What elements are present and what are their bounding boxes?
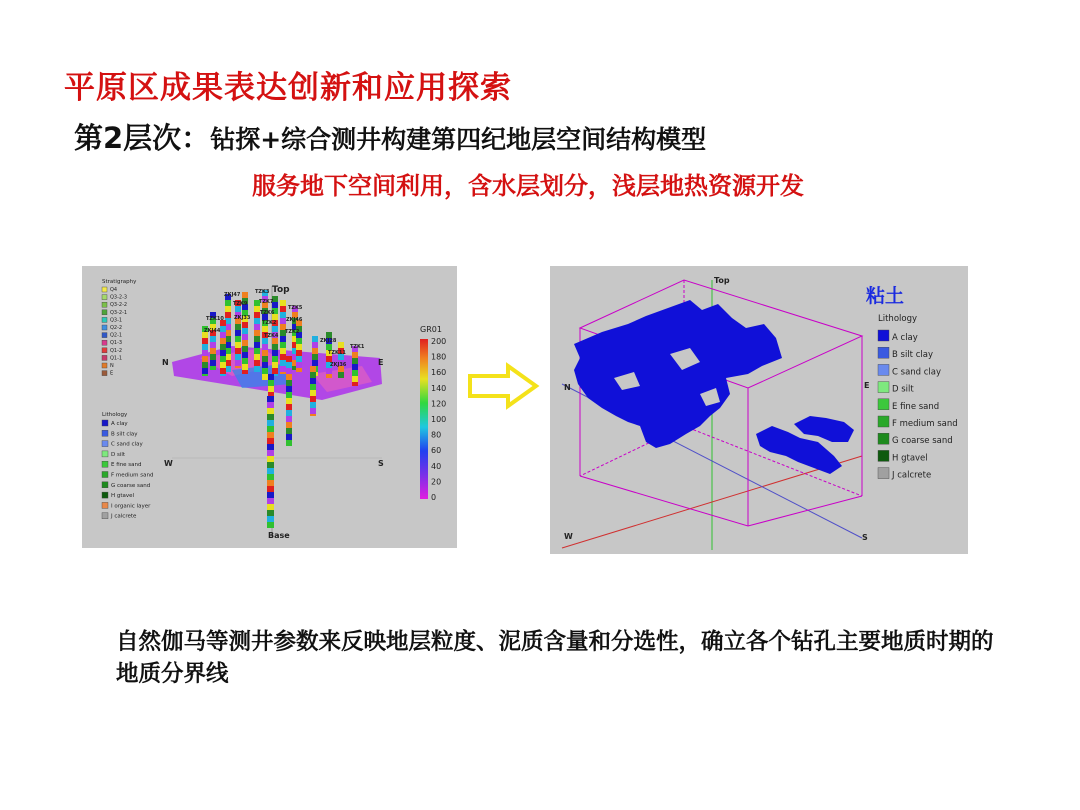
well-column-segment — [262, 368, 268, 374]
stratigraphy-item-swatch — [102, 348, 107, 353]
stratigraphy-item-label: Q1-3 — [110, 340, 123, 347]
well-column-segment — [312, 348, 318, 354]
well-label: TZK11 — [328, 350, 346, 356]
well-column-segment — [267, 396, 274, 402]
well-column-segment — [286, 422, 292, 428]
well-column-segment — [267, 426, 274, 432]
lithology-item-swatch — [878, 364, 889, 375]
well-column-segment — [286, 368, 292, 374]
well-column-segment — [286, 404, 292, 410]
well-column-segment — [235, 366, 241, 368]
well-column-segment — [267, 504, 274, 510]
lithology-item-label: G coarse sand — [111, 482, 151, 489]
well-column-segment — [235, 342, 241, 348]
well-column-segment — [280, 306, 286, 312]
lithology-item-swatch — [878, 382, 889, 393]
well-column-segment — [280, 354, 286, 360]
well-column-segment — [286, 392, 292, 398]
well-column-segment — [286, 434, 292, 440]
well-column-segment — [267, 420, 274, 426]
well-column-segment — [242, 334, 248, 340]
right-arrow-icon — [466, 362, 542, 410]
well-column-segment — [326, 368, 332, 374]
dir-base: Base — [268, 531, 290, 540]
stratigraphy-item-label: Q3-2-2 — [110, 302, 128, 309]
well-column-segment — [286, 356, 292, 362]
well-column-segment — [267, 408, 274, 414]
well-column-segment — [312, 342, 318, 348]
lithology-item-swatch — [102, 451, 108, 457]
well-column-segment — [225, 312, 231, 318]
stratigraphy-item-label: Q1-1 — [110, 355, 123, 362]
well-column-segment — [268, 386, 274, 392]
lithology-item-label: J calcrete — [111, 513, 137, 520]
lithology-item-label: D silt — [111, 451, 126, 458]
borehole-3d-svg — [82, 266, 457, 548]
lithology-item-swatch — [878, 468, 889, 479]
lithology-item-swatch — [102, 472, 108, 478]
well-column-segment — [267, 480, 274, 486]
lithology-item-label: B silt clay — [111, 431, 138, 438]
stratigraphy-item-label: Q1-2 — [110, 347, 123, 354]
stratigraphy-item-label: Q3-2-3 — [110, 294, 128, 301]
stratigraphy-item-swatch — [102, 371, 107, 376]
well-column-segment — [280, 348, 286, 354]
dir-top: Top — [272, 285, 290, 295]
dir-e: E — [864, 381, 870, 390]
well-column-segment — [280, 360, 286, 366]
lithology-item-swatch — [102, 513, 108, 519]
well-column-segment — [262, 326, 268, 332]
well-column-segment — [268, 380, 274, 386]
well-column-segment — [254, 360, 260, 366]
well-label: ZKJ33 — [234, 315, 251, 321]
well-column-segment — [272, 350, 278, 356]
well-label: ZKJ47 — [224, 292, 241, 298]
well-column-segment — [272, 356, 278, 362]
dir-top: Top — [714, 276, 730, 285]
well-column-segment — [352, 370, 358, 376]
lithology-item-label: F medium sand — [111, 472, 154, 479]
lithology-item-label: C sand clay — [111, 441, 143, 448]
lithology-item-swatch — [102, 502, 108, 508]
stratigraphy-item-swatch — [102, 295, 107, 300]
well-column-segment — [352, 358, 358, 364]
well-column-segment — [296, 356, 302, 362]
well-column-segment — [220, 374, 226, 376]
well-column-segment — [254, 366, 260, 372]
well-column-segment — [220, 326, 226, 332]
well-column-segment — [310, 408, 316, 414]
well-column-segment — [280, 342, 286, 348]
well-column-segment — [202, 344, 208, 350]
well-label: ZKJ28 — [320, 338, 337, 344]
well-column-segment — [310, 378, 316, 384]
colorbar-title: GR01 — [420, 325, 442, 334]
well-column-segment — [280, 372, 286, 374]
well-column-segment — [267, 510, 274, 516]
well-column-segment — [267, 432, 274, 438]
well-column-segment — [312, 360, 318, 366]
well-column-segment — [235, 360, 241, 366]
stratigraphy-legend-title: Stratigraphy — [102, 279, 137, 285]
well-column-segment — [280, 300, 286, 306]
well-columns — [202, 290, 358, 528]
well-column-segment — [352, 376, 358, 382]
well-column-segment — [262, 374, 268, 380]
well-label: TZK2 — [285, 329, 300, 335]
well-column-segment — [202, 338, 208, 344]
well-label: TZK10 — [206, 316, 224, 322]
well-column-segment — [296, 368, 302, 372]
lithology-legend — [878, 330, 958, 481]
lithology-item-label: E fine sand — [892, 401, 940, 412]
well-column-segment — [262, 350, 268, 356]
colorbar-tick: 160 — [431, 368, 447, 378]
lithology-item-swatch — [102, 461, 108, 467]
lithology-item-swatch — [878, 347, 889, 358]
well-column-segment — [242, 352, 248, 358]
stratigraphy-item-swatch — [102, 287, 107, 292]
well-column-segment — [310, 414, 316, 416]
dir-s: S — [862, 533, 868, 542]
well-column-segment — [272, 362, 278, 368]
lithology-item-label: I organic layer — [111, 503, 151, 510]
well-column-segment — [267, 474, 274, 480]
borehole-3d-figure — [82, 266, 457, 548]
stratigraphy-item-swatch — [102, 333, 107, 338]
well-column-segment — [242, 292, 248, 298]
lithology-item-swatch — [878, 416, 889, 427]
caption-text: 自然伽马等测井参数来反映地层粒度、泥质含量和分选性，确立各个钻孔主要地质时期的地质分界线 — [116, 629, 994, 687]
lithology-item-swatch — [102, 441, 108, 447]
well-column-segment — [267, 486, 274, 492]
lithology-item-swatch — [878, 450, 889, 461]
well-column-segment — [254, 348, 260, 354]
well-column-segment — [286, 362, 292, 368]
well-column-segment — [267, 438, 274, 444]
stratigraphy-item-label: E — [110, 370, 114, 377]
well-column-segment — [268, 374, 274, 380]
well-column-segment — [267, 516, 274, 522]
stratigraphy-item-swatch — [102, 317, 107, 322]
well-column-segment — [310, 402, 316, 408]
lithology-item-label: B silt clay — [892, 350, 933, 361]
lithology-item-swatch — [878, 433, 889, 444]
well-column-segment — [210, 336, 216, 342]
lithology-item-label: H gtavel — [892, 453, 928, 464]
lithology-item-swatch — [102, 420, 108, 426]
well-column-segment — [254, 342, 260, 348]
well-label: TZK7 — [259, 299, 274, 305]
colorbar-tick: 200 — [431, 337, 447, 346]
well-column-segment — [267, 456, 274, 462]
well-label: TZK5 — [288, 305, 303, 311]
well-label: ZKJ46 — [286, 317, 303, 323]
well-column-segment — [242, 364, 248, 370]
well-column-segment — [242, 340, 248, 346]
colorbar-tick: 60 — [431, 446, 442, 456]
lithology-item-label: D silt — [892, 384, 914, 395]
well-column-segment — [220, 338, 226, 344]
well-column-segment — [210, 360, 216, 366]
well-column-segment — [310, 396, 316, 402]
stratigraphy-item-label: Q2-1 — [110, 332, 123, 339]
well-column-segment — [286, 428, 292, 434]
well-label: TZK9 — [233, 301, 248, 307]
well-column-segment — [267, 468, 274, 474]
well-column-segment — [267, 492, 274, 498]
lithology-item-label: A clay — [111, 421, 128, 427]
well-label: TZK6 — [260, 310, 275, 316]
colorbar-tick: 100 — [431, 415, 447, 424]
well-label: TZK2 — [262, 320, 277, 326]
well-column-segment — [286, 410, 292, 416]
lithology-legend-title: Lithology — [878, 314, 918, 324]
well-column-segment — [286, 398, 292, 404]
well-column-segment — [202, 374, 208, 376]
colorbar-tick: 40 — [431, 461, 442, 471]
clay-3d-svg — [550, 266, 968, 554]
well-column-segment — [210, 354, 216, 360]
well-column-segment — [272, 344, 278, 350]
well-column-segment — [267, 444, 274, 450]
well-column-segment — [352, 382, 358, 386]
well-column-segment — [220, 350, 226, 356]
dir-s: S — [378, 459, 384, 468]
colorbar — [420, 339, 428, 499]
well-column-segment — [296, 338, 302, 344]
dir-e: E — [378, 358, 384, 367]
well-column-segment — [272, 368, 278, 374]
well-column-segment — [352, 364, 358, 370]
stratigraphy-item-swatch — [102, 340, 107, 345]
well-column-segment — [280, 336, 286, 342]
well-column-segment — [296, 362, 302, 368]
lithology-item-label: G coarse sand — [892, 436, 953, 447]
well-column-segment — [310, 384, 316, 390]
well-column-segment — [326, 374, 332, 378]
well-column-segment — [262, 362, 268, 368]
well-column-segment — [235, 354, 241, 360]
well-column-segment — [286, 374, 292, 380]
well-column-segment — [267, 462, 274, 468]
well-column-segment — [242, 370, 248, 374]
well-label: TZK1 — [350, 344, 365, 350]
well-column-segment — [267, 498, 274, 504]
well-column-segment — [220, 356, 226, 362]
well-column-segment — [280, 366, 286, 372]
dir-n: N — [162, 358, 169, 367]
well-column-segment — [220, 344, 226, 350]
well-column-segment — [202, 368, 208, 374]
well-column-segment — [235, 336, 241, 342]
lithology-item-label: J calcrete — [892, 470, 932, 481]
well-column-segment — [338, 342, 344, 348]
well-column-segment — [242, 328, 248, 334]
well-column-segment — [235, 348, 241, 354]
stratigraphy-item-label: Q3-2-1 — [110, 309, 128, 316]
well-column-segment — [220, 368, 226, 374]
colorbar-tick: 120 — [431, 399, 447, 409]
well-column-segment — [296, 350, 302, 356]
stratigraphy-item-swatch — [102, 355, 107, 360]
well-label: ZKJ36 — [330, 362, 347, 368]
well-column-segment — [254, 318, 260, 324]
lithology-item-swatch — [878, 330, 889, 341]
well-column-segment — [242, 358, 248, 364]
lithology-item-label: H gtavel — [111, 493, 135, 500]
colorbar-tick: 20 — [431, 477, 442, 487]
well-column-segment — [267, 522, 274, 528]
well-column-segment — [262, 356, 268, 362]
stratigraphy-item-swatch — [102, 325, 107, 330]
stratigraphy-item-swatch — [102, 310, 107, 315]
well-column-segment — [235, 330, 241, 336]
colorbar-tick: 180 — [431, 352, 447, 362]
subtitle-lead: 第2层次： — [74, 121, 211, 155]
dir-w: W — [564, 532, 573, 541]
well-column-segment — [310, 372, 316, 378]
well-column-segment — [225, 300, 231, 306]
stratigraphy-item-swatch — [102, 363, 107, 368]
well-column-segment — [202, 356, 208, 362]
well-label: TZK4 — [264, 333, 279, 339]
well-column-segment — [202, 350, 208, 356]
lithology-item-label: E fine sand — [111, 462, 142, 469]
well-column-segment — [286, 440, 292, 446]
stratigraphy-legend — [102, 287, 127, 377]
well-column-segment — [242, 346, 248, 352]
well-column-segment — [242, 322, 248, 328]
well-column-segment — [220, 362, 226, 368]
colorbar-tick: 140 — [431, 383, 447, 393]
clay-3d-figure — [550, 266, 968, 554]
colorbar-tick: 80 — [431, 430, 442, 440]
well-column-segment — [235, 324, 241, 330]
well-column-segment — [352, 352, 358, 358]
lithology-item-label: A clay — [892, 333, 918, 343]
lithology-item-swatch — [102, 482, 108, 488]
stratigraphy-item-label: Q2-2 — [110, 325, 123, 331]
dir-w: W — [164, 459, 173, 468]
well-label: TZK3 — [255, 289, 270, 295]
stratigraphy-item-label: Q3-1 — [110, 317, 123, 324]
lithology-item-swatch — [102, 430, 108, 436]
well-column-segment — [286, 416, 292, 422]
well-label: ZKJ44 — [204, 328, 221, 334]
stratigraphy-item-label: Q4 — [110, 287, 118, 293]
stratigraphy-item-swatch — [102, 302, 107, 307]
lithology-item-label: C sand clay — [892, 367, 942, 378]
clay-heading: 粘土 — [866, 285, 905, 307]
well-column-segment — [262, 344, 268, 350]
clay-bodies — [574, 300, 854, 474]
well-column-segment — [312, 336, 318, 342]
stratigraphy-item-label: N — [110, 363, 114, 369]
well-column-segment — [225, 306, 231, 312]
subtitle-text: 钻探+综合测井构建第四纪地层空间结构模型 — [210, 125, 707, 154]
lithology-item-swatch — [878, 399, 889, 410]
well-column-segment — [267, 414, 274, 420]
well-column-segment — [286, 386, 292, 392]
well-column-segment — [210, 366, 216, 370]
well-column-segment — [338, 372, 344, 378]
well-column-segment — [254, 330, 260, 336]
well-column-segment — [312, 354, 318, 360]
slide-title: 平原区成果表达创新和应用探索 — [64, 70, 512, 106]
well-column-segment — [254, 324, 260, 330]
well-column-segment — [267, 402, 274, 408]
lithology-legend — [102, 420, 153, 520]
slide-subtitle — [74, 116, 706, 157]
well-column-segment — [254, 336, 260, 342]
well-column-segment — [296, 344, 302, 350]
well-column-segment — [202, 362, 208, 368]
purpose-line: 服务地下空间利用，含水层划分，浅层地热资源开发 — [252, 172, 804, 200]
well-column-segment — [210, 342, 216, 348]
well-column-segment — [310, 390, 316, 396]
lithology-item-label: F medium sand — [892, 419, 958, 429]
colorbar-ticks — [431, 337, 446, 502]
well-column-segment — [254, 354, 260, 360]
well-column-segment — [272, 326, 278, 332]
well-column-segment — [310, 366, 316, 372]
lithology-legend-title: Lithology — [102, 412, 128, 418]
colorbar-tick: 0 — [431, 493, 437, 502]
well-column-segment — [286, 380, 292, 386]
well-column-segment — [220, 332, 226, 338]
lithology-item-swatch — [102, 492, 108, 498]
dir-n: N — [564, 383, 571, 392]
well-column-segment — [210, 348, 216, 354]
well-column-segment — [267, 450, 274, 456]
